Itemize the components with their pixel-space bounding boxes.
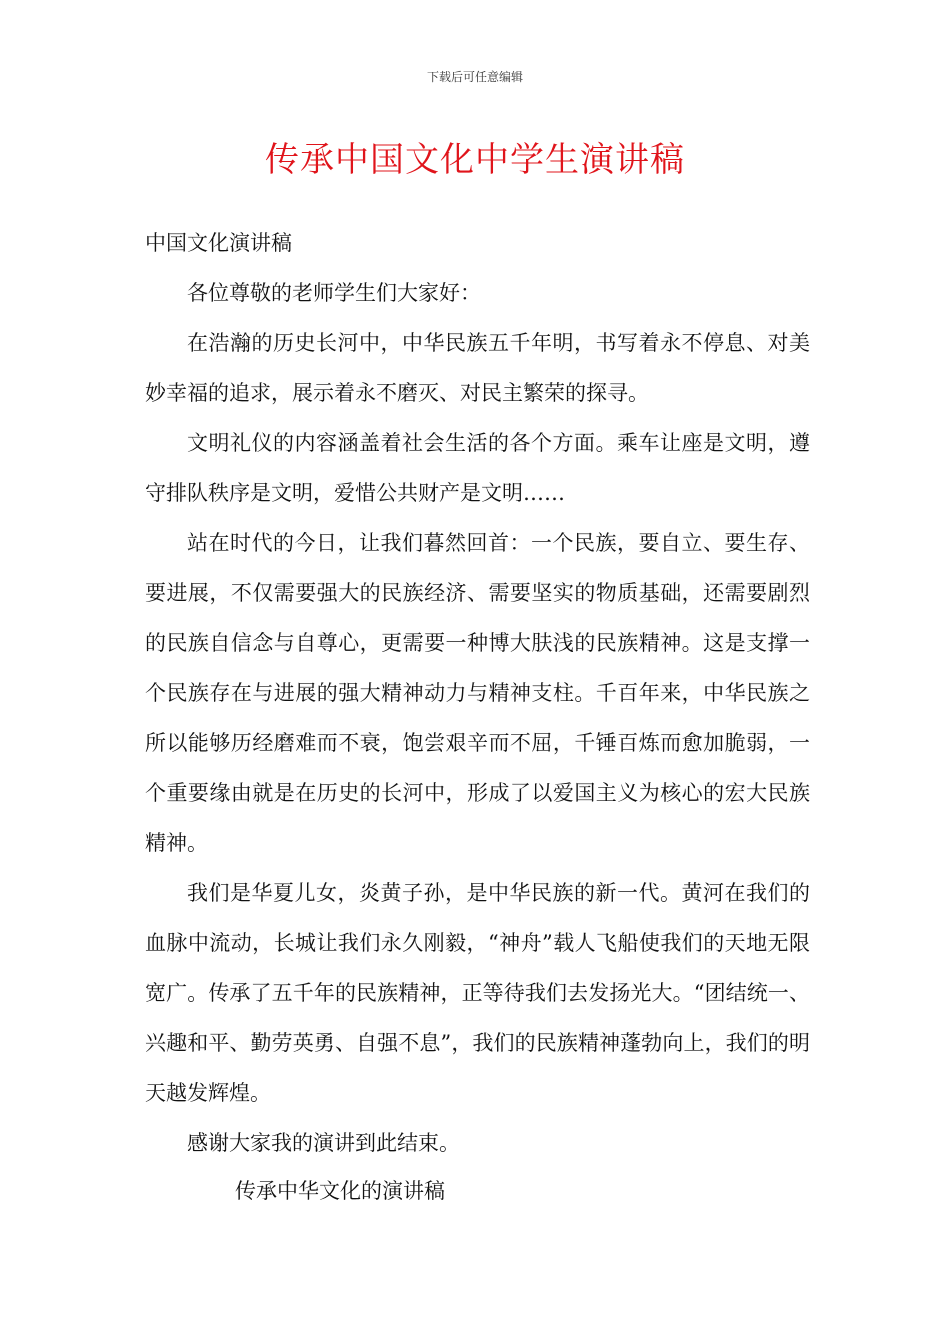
speech-body [145, 268, 810, 1168]
paragraph-national-spirit: 站在时代的今日，让我们暮然回首：一个民族，要自立、要生存、要进展，不仅需要强大的民族经济、需要坚实的物质基础，还需要剧烈的民族自信念与自尊心，更需要一种博大肤浅的民族精神。这是支撑一个民族存在与进展的强大精神动力与精神支柱。千百年来，中华民族之所以能够历经磨难而不衰，饱尝艰辛而不屈，千锤百炼而愈加脆弱，一个重要缘由就是在历史的长河中，形成了以爱国主义为核心的宏大民族精神。 [145, 531, 810, 855]
paragraph-new-generation: 我们是华夏儿女，炎黄子孙，是中华民族的新一代。黄河在我们的血脉中流动，长城让我们永久刚毅，“神舟”载人飞船使我们的天地无限宽广。传承了五千年的民族精神，正等待我们去发扬光大。“团结统一、兴趣和平、勤劳英勇、自强不息”，我们的民族精神蓬勃向上，我们的明天越发辉煌。 [145, 881, 810, 1105]
paragraph-greeting: 各位尊敬的老师学生们大家好： [187, 281, 481, 305]
document-title: 传承中国文化中学生演讲稿 [265, 140, 685, 180]
header-note: 下载后可任意编辑 [426, 70, 523, 84]
paragraph-history: 在浩瀚的历史长河中，中华民族五千年明，书写着永不停息、对美妙幸福的追求，展示着永不磨灭、对民主繁荣的探寻。 [145, 331, 810, 405]
paragraph-civility: 文明礼仪的内容涵盖着社会生活的各个方面。乘车让座是文明，遵守排队秩序是文明，爱惜公共财产是文明…… [145, 431, 810, 505]
next-section-title: 传承中华文化的演讲稿 [235, 1179, 445, 1203]
document-subtitle: 中国文化演讲稿 [145, 231, 292, 255]
paragraph-thanks: 感谢大家我的演讲到此结束。 [187, 1131, 460, 1155]
